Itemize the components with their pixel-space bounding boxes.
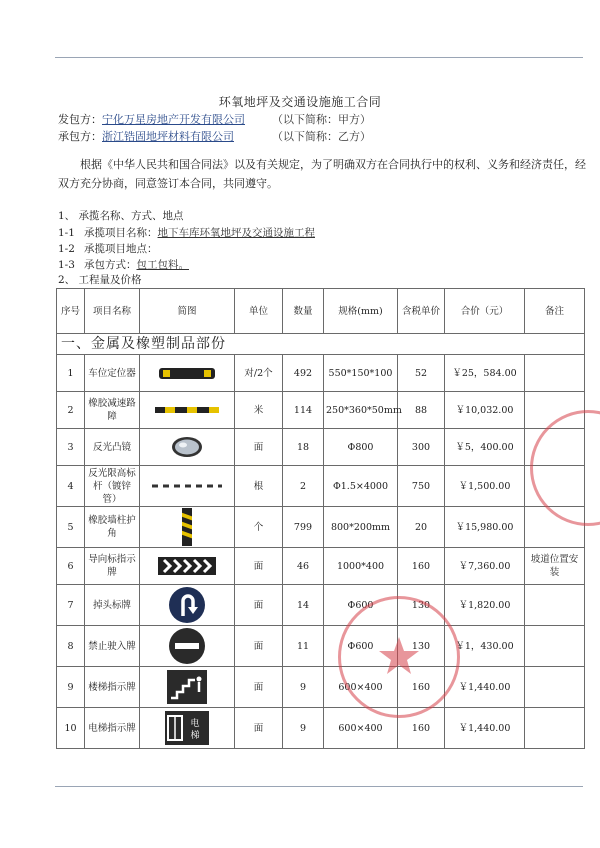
elevator-sign-icon: [165, 711, 209, 745]
table-row: 7 掉头标牌 面 14 Φ600 130 ￥1,820.00: [57, 585, 585, 626]
table-row: 10 电梯指示牌 电 梯 面 9 600×400 160 ￥1,440.00: [57, 708, 585, 749]
col-header: 规格(mm): [324, 289, 398, 334]
table-row: 6 导向标指示牌 面 46 1000*400 160 ￥7,360.00 坡道位置安装: [57, 548, 585, 585]
group-title: 一、金属及橡塑制品部份: [57, 334, 585, 355]
table-row: 5 橡胶墙柱护角 个 799 800*200mm 20 ￥15,980.00: [57, 507, 585, 548]
elevator-glyph-bottom: 梯: [190, 731, 200, 741]
u-turn-sign-icon: [168, 586, 206, 624]
party-a: [58, 111, 371, 127]
table-row: 4 反光限高标杆（镀锌管） 根 2 Φ1.5×4000 750 ￥1,500.00: [57, 466, 585, 507]
speed-bump-icon: [155, 405, 219, 415]
section-1-item: 1-1 承揽项目名称：地下车库环氧地坪及交通设施工程: [58, 227, 315, 239]
elevator-glyph-top: 电: [190, 719, 200, 729]
stairs-sign-icon: [167, 670, 207, 704]
no-entry-sign-icon: [168, 627, 206, 665]
corner-guard-icon: [180, 508, 194, 546]
party-a-abbr: （以下简称：甲方）: [272, 113, 371, 126]
chevron-sign-icon: [158, 557, 216, 575]
party-b-label: 承包方：: [58, 130, 102, 143]
section-2-heading: 2、 工程量及价格: [58, 274, 142, 286]
col-header: 项目名称: [85, 289, 140, 334]
section-1-item: 1-2 承揽项目地点：: [58, 243, 158, 255]
group-row: [57, 334, 585, 355]
project-name: 地下车库环氧地坪及交通设施工程: [157, 227, 315, 239]
party-b-abbr: （以下简称：乙方）: [272, 130, 371, 143]
col-header: 简图: [140, 289, 235, 334]
table-row: 3 反光凸镜 面 18 Φ800 300 ￥5，400.00: [57, 429, 585, 466]
table-row: 9 楼梯指示牌 面 9 600×400 160 ￥1,440.00: [57, 667, 585, 708]
party-a-name: 宁化万星房地产开发有限公司: [102, 113, 245, 126]
section-1-heading: 1、 承揽名称、方式、地点: [58, 210, 184, 222]
party-b-name: 浙江锆固地坪材料有限公司: [102, 130, 234, 143]
col-header: 数量: [283, 289, 324, 334]
table-row: 1 车位定位器 对/2个 492 550*150*100 52 ￥25，584.00: [57, 355, 585, 392]
wheel-stop-icon: [157, 365, 217, 381]
contract-mode: 包工包料。: [136, 259, 189, 271]
page-title: 环氧地坪及交通设施施工合同: [218, 95, 382, 109]
price-table: [56, 288, 585, 749]
table-row: 2 橡胶减速路障 米 114 250*360*50mm 88 ￥10,032.00: [57, 392, 585, 429]
height-limit-bar-icon: [152, 483, 222, 489]
party-b: [58, 128, 371, 144]
col-header: 序号: [57, 289, 85, 334]
section-1-item: 1-3 承包方式：包工包料。: [58, 259, 189, 271]
table-header-row: [57, 289, 585, 334]
top-rule: [55, 57, 583, 58]
col-header: 含税单价: [398, 289, 445, 334]
convex-mirror-icon: [170, 435, 204, 459]
bottom-rule: [55, 786, 583, 787]
col-header: 单位: [235, 289, 283, 334]
intro-paragraph: 根据《中华人民共和国合同法》以及有关规定，为了明确双方在合同执行中的权利、义务和经济责任，经双方充分协商，同意签订本合同，共同遵守。: [58, 158, 586, 190]
col-header: 备注: [525, 289, 585, 334]
table-row: 8 禁止驶入牌 面 11 Φ600 130 ￥1，430.00: [57, 626, 585, 667]
seal-star-icon: [341, 599, 457, 715]
party-a-label: 发包方：: [58, 113, 102, 126]
col-header: 合价（元）: [445, 289, 525, 334]
company-seal-main: [338, 596, 460, 718]
